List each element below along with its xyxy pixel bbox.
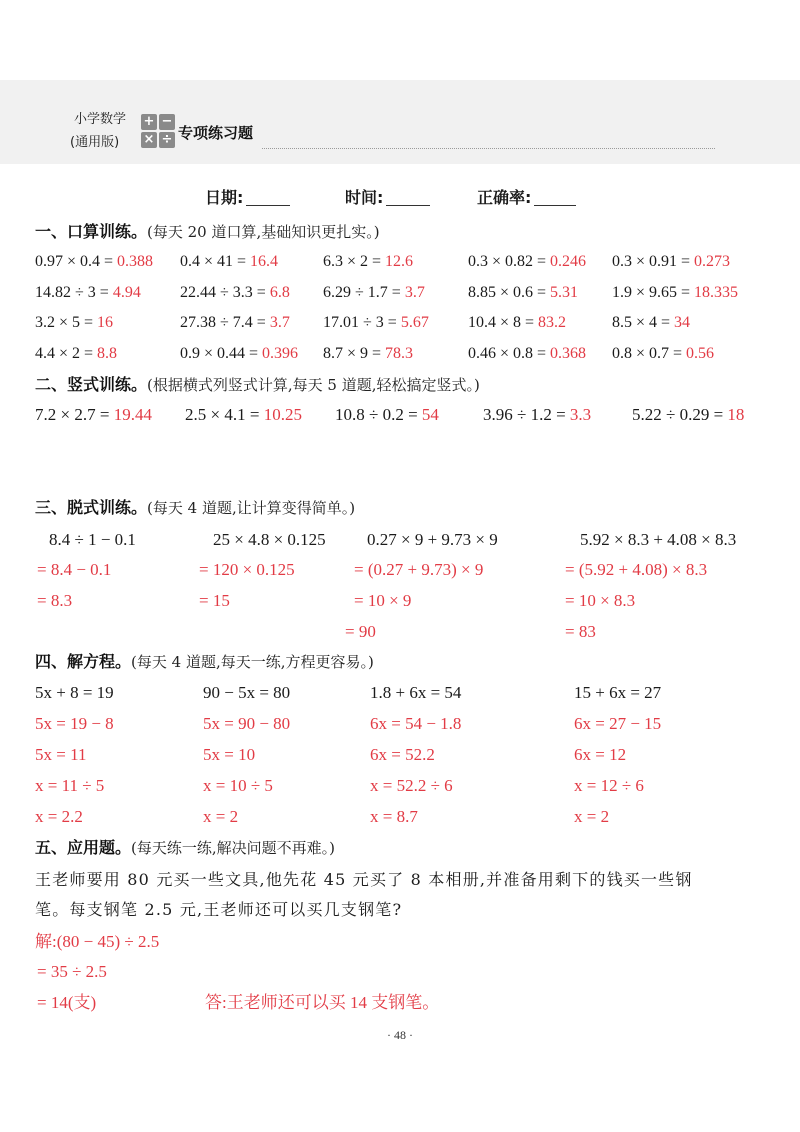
accuracy-blank: [534, 189, 576, 206]
time-field: [345, 187, 430, 209]
section-title: 五、应用题。: [35, 838, 132, 857]
oral-answer: 83.2: [538, 314, 567, 331]
minus-icon: −: [159, 114, 175, 130]
oral-answer: 0.56: [686, 345, 715, 362]
oral-answer: 3.7: [269, 314, 290, 331]
oral-answer: 5.67: [400, 314, 429, 331]
accuracy-label: 正确率:: [477, 188, 532, 207]
oral-item: [323, 283, 425, 303]
vertical-answer: 54: [421, 405, 439, 424]
section-heading-word-problem: [35, 837, 335, 859]
equation-step: 6x = 27 − 15: [574, 714, 662, 733]
oral-item: [612, 252, 730, 272]
oral-item: [35, 313, 113, 333]
oral-item: [612, 283, 738, 303]
times-icon: ×: [141, 132, 157, 148]
equation-step: x = 52.2 ÷ 6: [370, 776, 453, 795]
oral-question: 10.4 × 8 =: [468, 314, 535, 331]
time-blank: [386, 189, 430, 206]
section-heading-oral: [35, 221, 380, 243]
oral-item: [323, 313, 429, 333]
equation-step: x = 2: [574, 807, 610, 826]
equation: 90 − 5x = 80: [203, 683, 291, 702]
oral-item: [323, 344, 413, 364]
stepwise-expression: 0.27 × 9 + 9.73 × 9: [367, 530, 498, 549]
divide-icon: ÷: [159, 132, 175, 148]
equation-step: 5x = 90 − 80: [203, 714, 291, 733]
page-number: · 48 ·: [387, 1028, 413, 1042]
oral-question: 0.3 × 0.91 =: [612, 253, 691, 270]
oral-question: 6.29 ÷ 1.7 =: [323, 284, 401, 301]
oral-item: [468, 283, 578, 303]
section-heading-equations: [35, 651, 374, 673]
equation: 1.8 + 6x = 54: [370, 683, 462, 702]
oral-answer: 12.6: [385, 253, 414, 270]
time-label: 时间:: [345, 188, 384, 207]
oral-question: 4.4 × 2 =: [35, 345, 94, 362]
oral-item: [468, 344, 586, 364]
equation-step: x = 11 ÷ 5: [35, 776, 105, 795]
header-divider: [262, 148, 715, 149]
equation-step: x = 2.2: [35, 807, 83, 826]
oral-item: [180, 252, 278, 272]
oral-question: 0.8 × 0.7 =: [612, 345, 683, 362]
oral-question: 0.4 × 41 =: [180, 253, 247, 270]
oral-question: 6.3 × 2 =: [323, 253, 382, 270]
stepwise-step: = 90: [345, 622, 376, 641]
equation-step: x = 8.7: [370, 807, 418, 826]
vertical-answer: 3.3: [569, 405, 592, 424]
section-title: 三、脱式训练。: [35, 498, 148, 517]
oral-answer: 4.94: [112, 284, 141, 301]
section-title: 一、口算训练。: [35, 222, 148, 241]
equation-step: 6x = 54 − 1.8: [370, 714, 462, 733]
accuracy-field: [477, 187, 576, 209]
oral-question: 14.82 ÷ 3 =: [35, 284, 109, 301]
oral-question: 3.2 × 5 =: [35, 314, 94, 331]
subject-label: 小学数学: [74, 112, 127, 127]
oral-item: [323, 252, 413, 272]
oral-answer: 0.368: [550, 345, 587, 362]
oral-question: 17.01 ÷ 3 =: [323, 314, 397, 331]
section-title: 四、解方程。: [35, 652, 132, 671]
equation-step: 5x = 11: [35, 745, 87, 764]
oral-answer: 0.273: [694, 253, 731, 270]
vertical-item: [35, 404, 152, 426]
oral-question: 8.85 × 0.6 =: [468, 284, 547, 301]
vertical-item: [483, 404, 591, 426]
solution-step: 解:(80 − 45) ÷ 2.5: [35, 932, 160, 951]
vertical-question: 10.8 ÷ 0.2 =: [335, 405, 418, 424]
oral-question: 0.97 × 0.4 =: [35, 253, 114, 270]
section-note: (每天 4 道题,每天一练,方程更容易。): [131, 653, 374, 671]
problem-text-line: 王老师要用 80 元买一些文具,他先花 45 元买了 8 本相册,并准备用剩下的钱买一些钢: [35, 870, 693, 889]
oral-item: [180, 344, 298, 364]
oral-item: [35, 283, 141, 303]
vertical-question: 2.5 × 4.1 =: [185, 405, 260, 424]
oral-item: [180, 313, 290, 333]
stepwise-step: = 83: [565, 622, 596, 641]
stepwise-step: = (5.92 + 4.08) × 8.3: [565, 560, 708, 579]
oral-question: 0.46 × 0.8 =: [468, 345, 547, 362]
oral-answer: 16.4: [250, 253, 279, 270]
oral-answer: 6.8: [269, 284, 290, 301]
oral-answer: 3.7: [404, 284, 425, 301]
plus-icon: +: [141, 114, 157, 130]
solution-step: = 35 ÷ 2.5: [37, 962, 107, 981]
equation-step: 6x = 12: [574, 745, 627, 764]
oral-question: 22.44 ÷ 3.3 =: [180, 284, 266, 301]
vertical-item: [185, 404, 302, 426]
oral-answer: 16: [97, 314, 114, 331]
section-title: 二、竖式训练。: [35, 375, 148, 394]
equation-step: x = 10 ÷ 5: [203, 776, 273, 795]
solution-step: = 14(支): [37, 993, 97, 1012]
edition-label: (通用版): [70, 135, 120, 150]
stepwise-expression: 25 × 4.8 × 0.125: [213, 530, 326, 549]
vertical-item: [632, 404, 744, 426]
vertical-question: 3.96 ÷ 1.2 =: [483, 405, 566, 424]
section-note: (每天 20 道口算,基础知识更扎实。): [147, 223, 380, 241]
vertical-answer: 19.44: [113, 405, 152, 424]
oral-item: [468, 313, 566, 333]
vertical-item: [335, 404, 439, 426]
oral-question: 8.7 × 9 =: [323, 345, 382, 362]
oral-item: [612, 344, 714, 364]
vertical-question: 7.2 × 2.7 =: [35, 405, 110, 424]
oral-answer: 0.388: [117, 253, 154, 270]
equation-step: 5x = 10: [203, 745, 256, 764]
vertical-answer: 18: [727, 405, 745, 424]
oral-item: [180, 283, 290, 303]
oral-item: [612, 313, 690, 333]
date-blank: [246, 189, 290, 206]
stepwise-step: = 10 × 9: [354, 591, 412, 610]
oral-question: 27.38 ÷ 7.4 =: [180, 314, 266, 331]
stepwise-expression: 5.92 × 8.3 + 4.08 × 8.3: [580, 530, 737, 549]
stepwise-expression: 8.4 ÷ 1 − 0.1: [49, 530, 136, 549]
equation-step: 6x = 52.2: [370, 745, 435, 764]
oral-question: 1.9 × 9.65 =: [612, 284, 691, 301]
equation: 5x + 8 = 19: [35, 683, 114, 702]
oral-answer: 0.396: [262, 345, 299, 362]
oral-answer: 34: [674, 314, 691, 331]
equation-step: x = 2: [203, 807, 239, 826]
section-note: (每天 4 道题,让计算变得简单。): [147, 499, 356, 517]
section-heading-vertical: [35, 374, 480, 396]
equation-step: 5x = 19 − 8: [35, 714, 114, 733]
problem-text-line: 笔。每支钢笔 2.5 元,王老师还可以买几支钢笔?: [35, 900, 403, 919]
stepwise-step: = (0.27 + 9.73) × 9: [354, 560, 484, 579]
oral-item: [468, 252, 586, 272]
date-label: 日期:: [205, 188, 244, 207]
stepwise-step: = 8.4 − 0.1: [37, 560, 112, 579]
equation-step: x = 12 ÷ 6: [574, 776, 644, 795]
stepwise-step: = 15: [199, 591, 230, 610]
final-answer: 答:王老师还可以买 14 支钢笔。: [205, 993, 440, 1012]
section-heading-stepwise: [35, 497, 355, 519]
worksheet-title: 专项练习题: [178, 124, 254, 142]
date-field: [205, 187, 290, 209]
oral-answer: 0.246: [550, 253, 587, 270]
vertical-question: 5.22 ÷ 0.29 =: [632, 405, 724, 424]
section-note: (根据横式列竖式计算,每天 5 道题,轻松搞定竖式。): [147, 376, 480, 394]
oral-question: 0.9 × 0.44 =: [180, 345, 259, 362]
oral-answer: 5.31: [550, 284, 579, 301]
stepwise-step: = 10 × 8.3: [565, 591, 636, 610]
arithmetic-operations-icon: [141, 114, 175, 148]
section-note: (每天练一练,解决问题不再难。): [131, 839, 335, 857]
stepwise-step: = 8.3: [37, 591, 73, 610]
equation: 15 + 6x = 27: [574, 683, 662, 702]
vertical-answer: 10.25: [263, 405, 302, 424]
oral-question: 0.3 × 0.82 =: [468, 253, 547, 270]
oral-item: [35, 252, 153, 272]
oral-question: 8.5 × 4 =: [612, 314, 671, 331]
oral-item: [35, 344, 117, 364]
oral-answer: 18.335: [694, 284, 739, 301]
oral-answer: 8.8: [97, 345, 118, 362]
oral-answer: 78.3: [385, 345, 414, 362]
stepwise-step: = 120 × 0.125: [199, 560, 295, 579]
